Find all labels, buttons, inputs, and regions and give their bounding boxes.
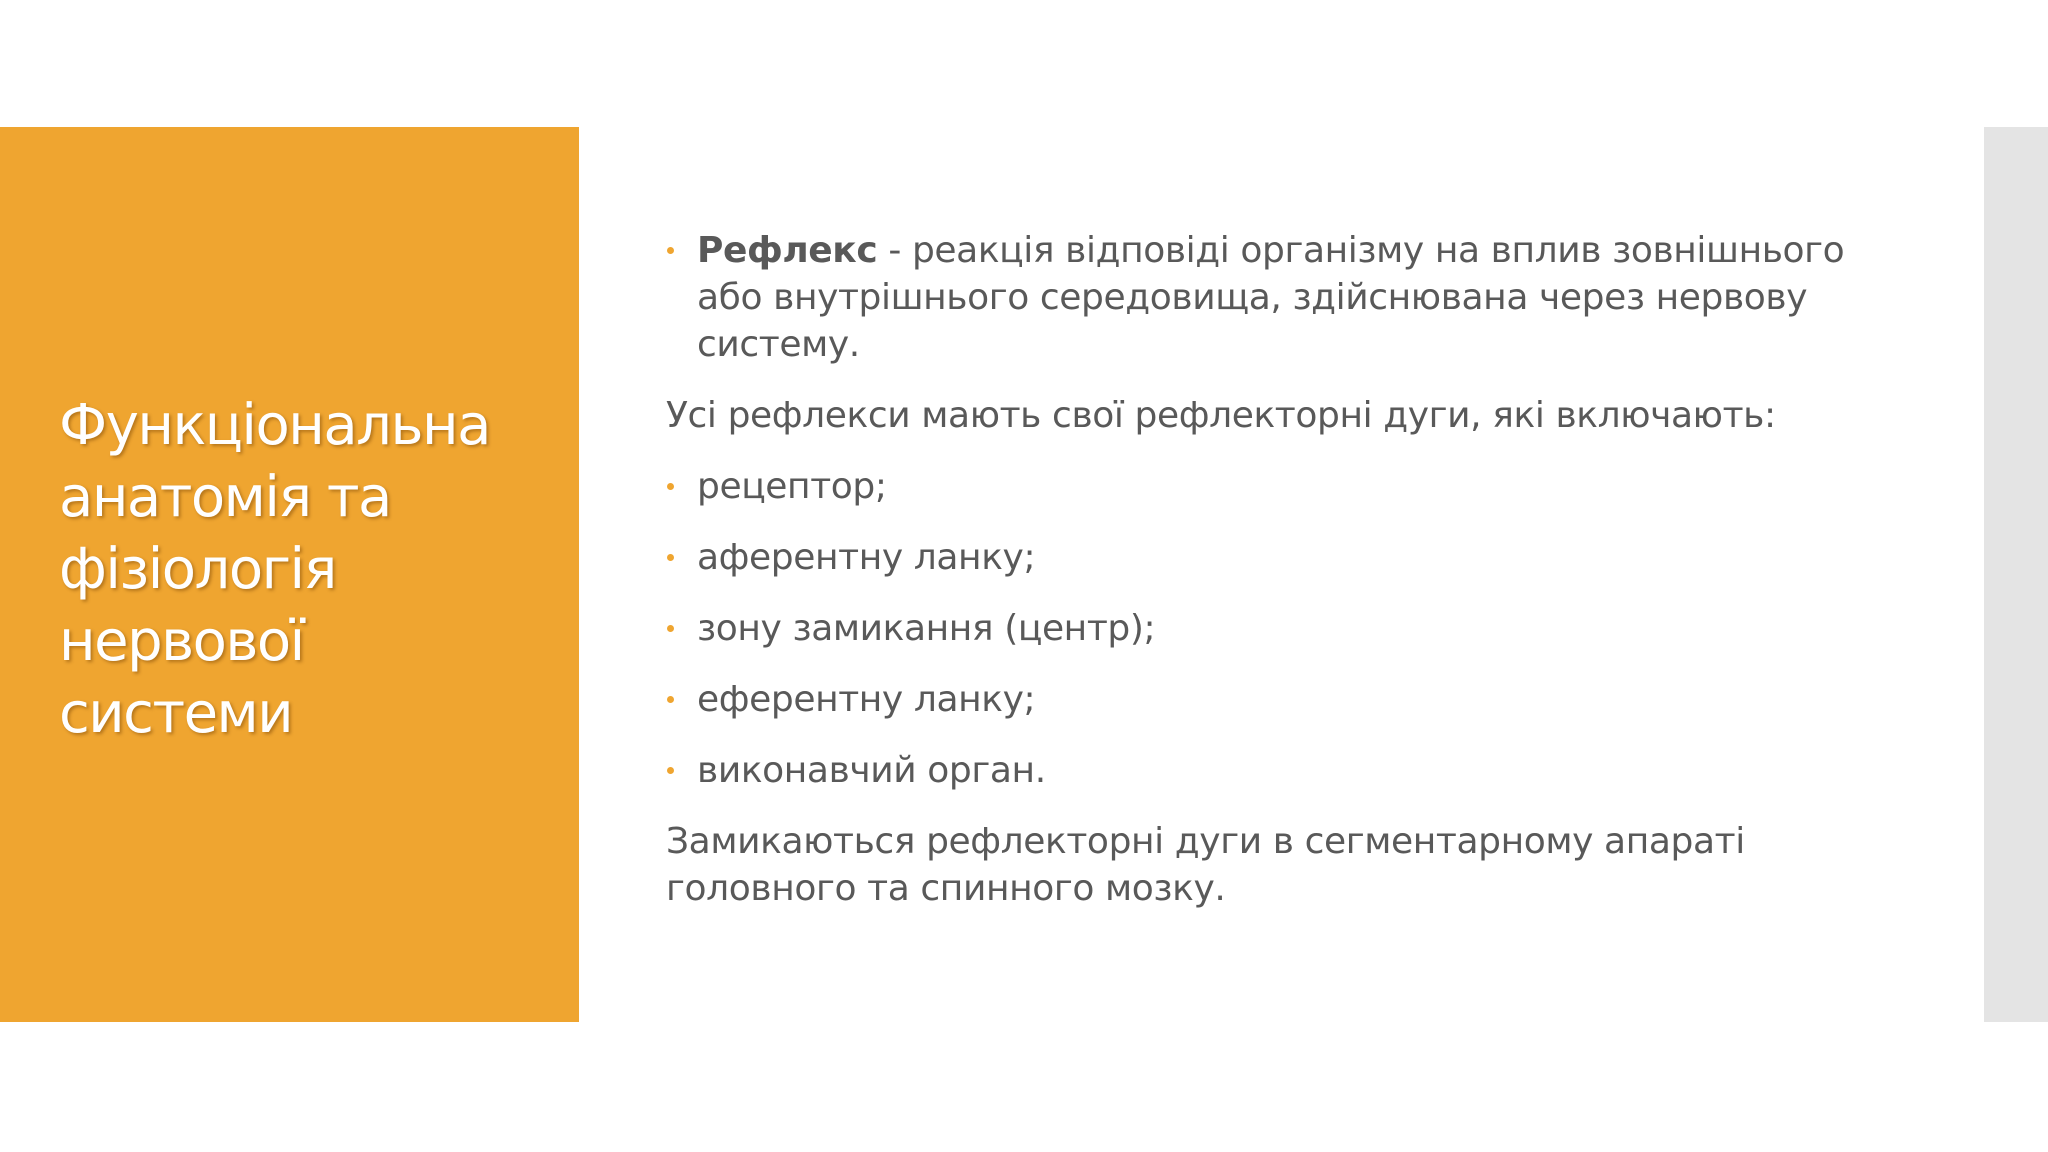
list-item-text: виконавчий орган.: [697, 750, 1046, 791]
list-item: [666, 605, 1846, 652]
list-item-text: зону замикання (центр);: [697, 608, 1156, 649]
bullet-icon: [667, 483, 674, 490]
definition-term: Рефлекс: [697, 230, 878, 271]
bullet-icon: [667, 554, 674, 561]
bullet-icon: [667, 767, 674, 774]
list-item: [666, 463, 1846, 510]
definition-separator: -: [877, 230, 912, 271]
list-item: [666, 676, 1846, 723]
definition-text: реакція відповіді організму на вплив зовнішнього або внутрішнього середовища, здійснювана через нервову систему.: [697, 230, 1845, 365]
conclusion-text: Замикаються рефлекторні дуги в сегментарному апараті головного та спинного мозку.: [666, 821, 1745, 909]
list-item-text: аферентну ланку;: [697, 537, 1036, 578]
list-item-text: еферентну ланку;: [697, 679, 1036, 720]
intro-text: Усі рефлекси мають свої рефлекторні дуги, які включають:: [666, 395, 1776, 436]
right-side-strip: [1984, 127, 2048, 1022]
list-item: [666, 534, 1846, 581]
slide-title: Функціональна анатомія та фізіологія нервової системи: [59, 393, 490, 746]
list-item-text: рецептор;: [697, 466, 887, 507]
slide-content: [666, 227, 1846, 936]
bullet-icon: [667, 625, 674, 632]
list-item: [666, 747, 1846, 794]
bullet-icon: [667, 696, 674, 703]
definition-item: [666, 227, 1846, 368]
bullet-icon: [667, 247, 674, 254]
